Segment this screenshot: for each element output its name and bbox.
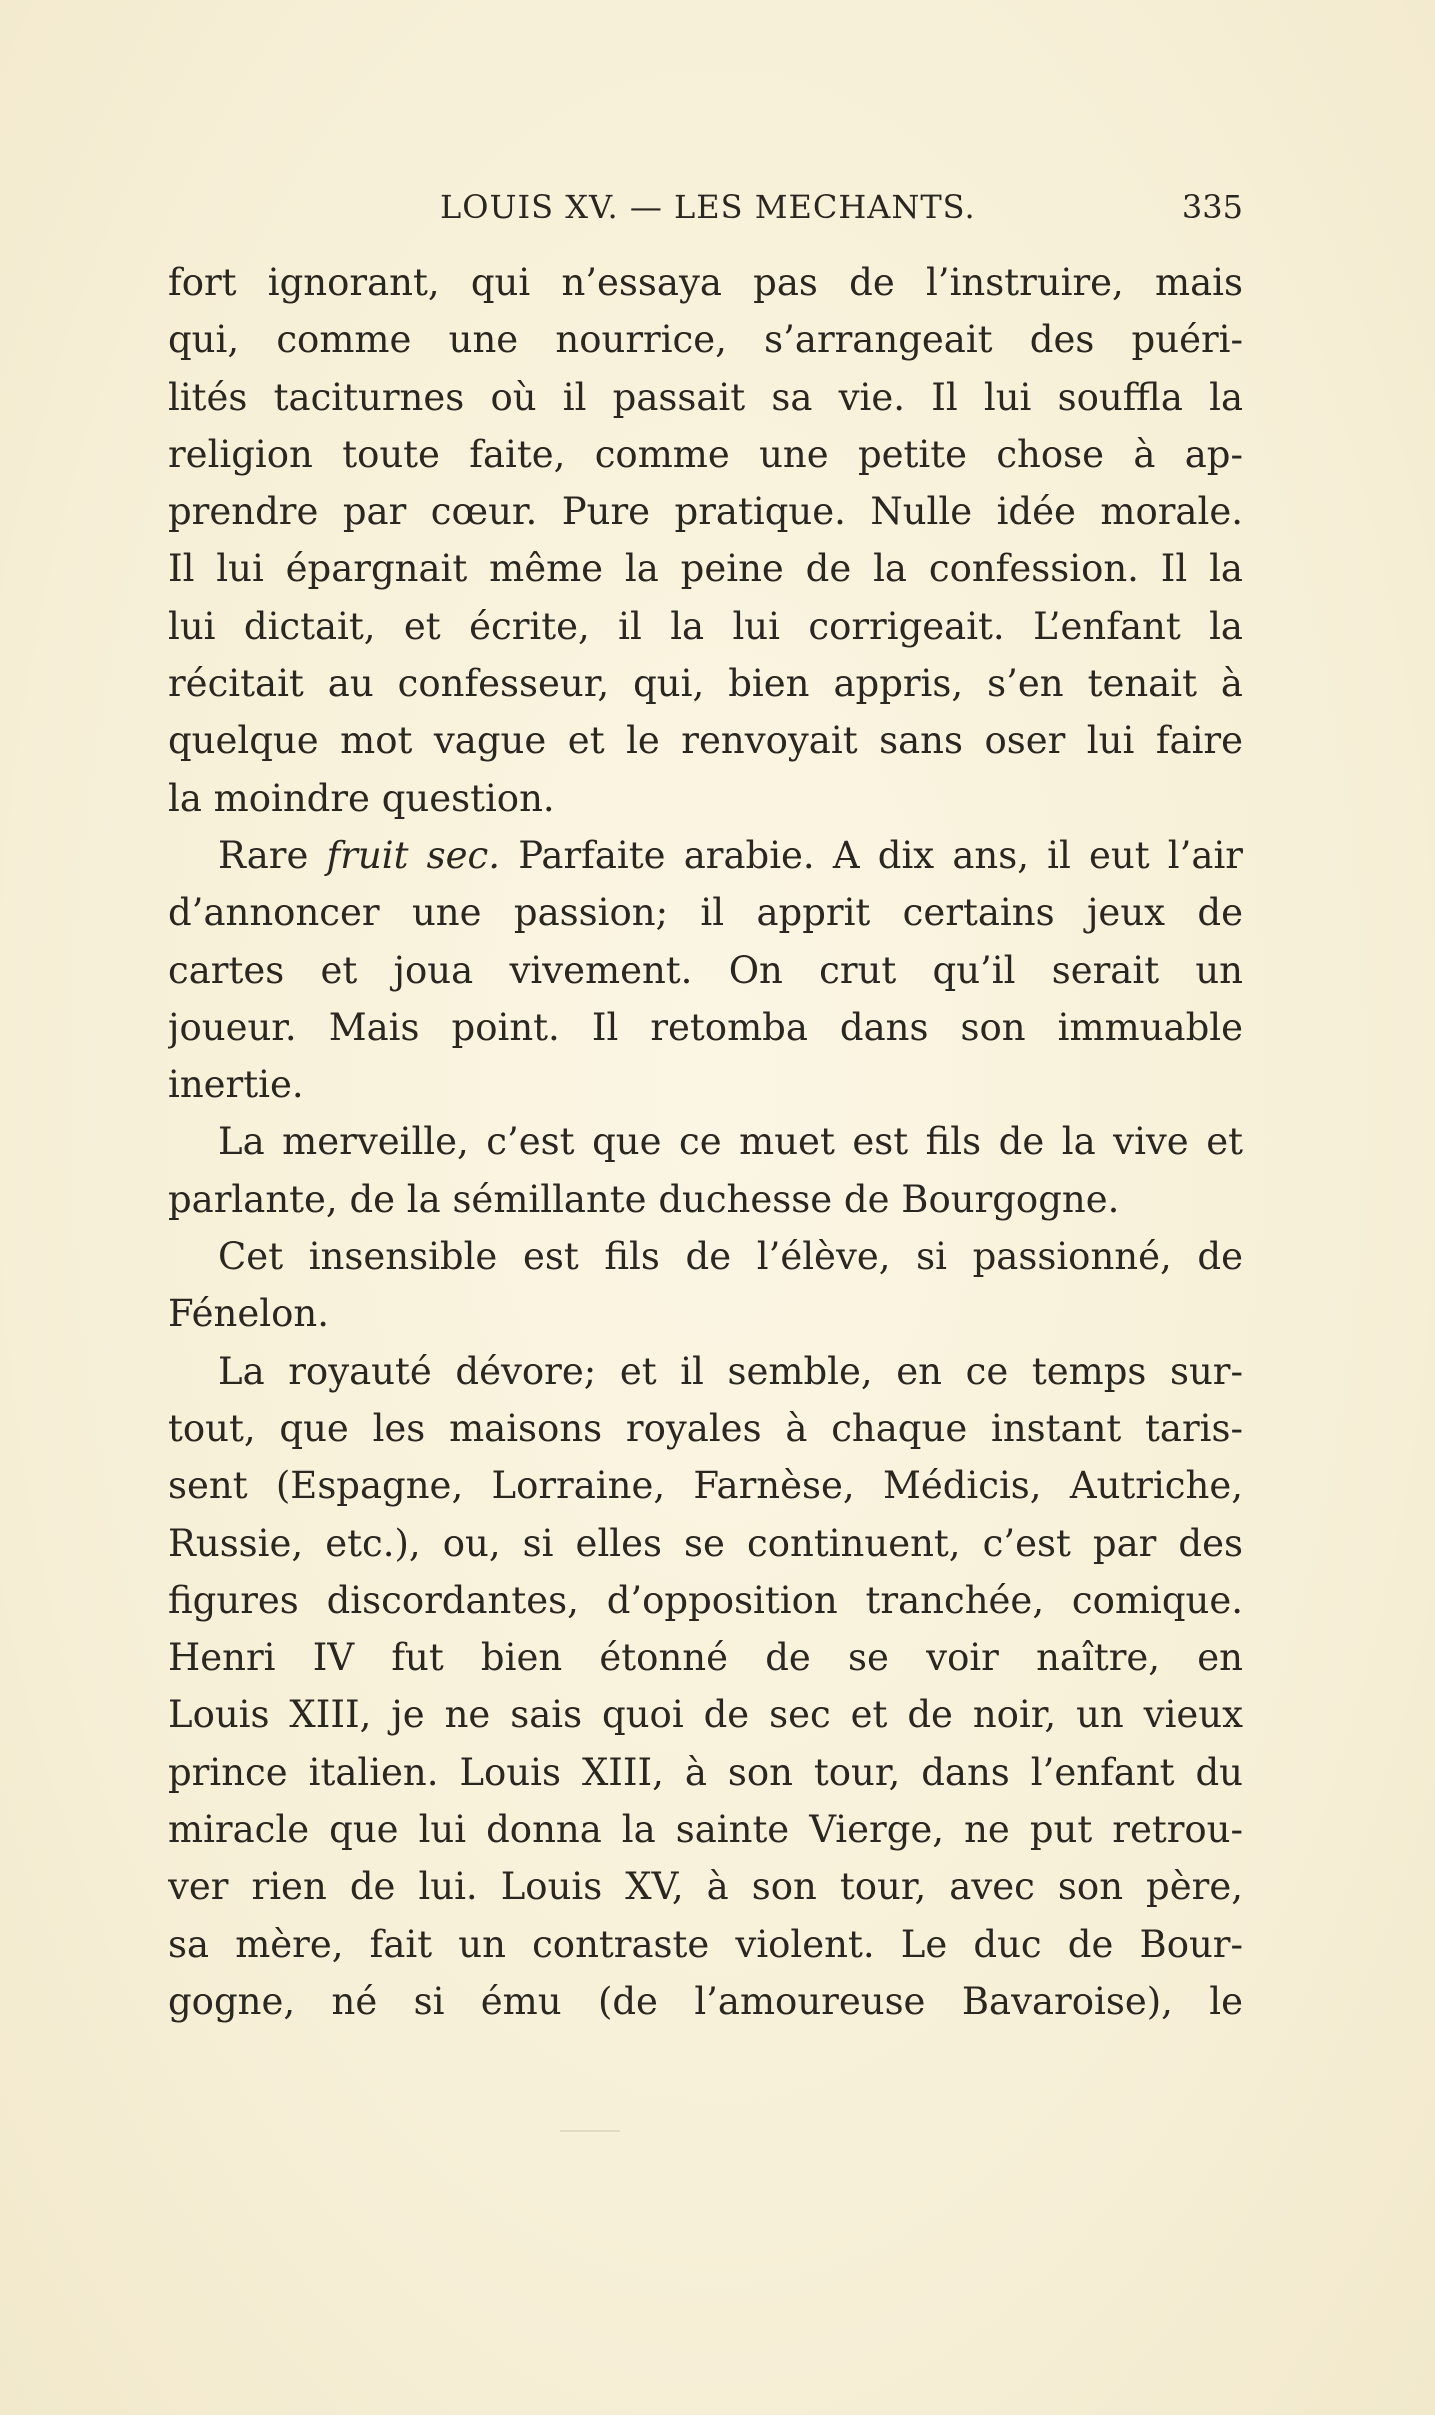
text-line: récitait au confesseur, qui, bien appris, s’en tenait à xyxy=(168,662,1243,706)
line-text: Parfaite arabie. A dix ans, il eut l’air xyxy=(500,833,1243,877)
text-line: fort ignorant, qui n’essaya pas de l’instruire, mais xyxy=(168,261,1243,304)
line-text: Rare xyxy=(218,833,327,877)
text-line: Cet insensible est fils de l’élève, si passionné, de xyxy=(218,1235,1243,1279)
text-line: lui dictait, et écrite, il la lui corrigeait. L’enfant la xyxy=(168,604,1243,648)
text-line: ver rien de lui. Louis XV, à son tour, avec son père, xyxy=(168,1865,1243,1909)
body-text xyxy=(168,254,1243,2030)
page-number: 335 xyxy=(1181,188,1243,226)
print-smudge xyxy=(560,2130,620,2132)
text-line: religion toute faite, comme une petite chose à ap- xyxy=(168,432,1243,476)
text-line: joueur. Mais point. Il retomba dans son immuable xyxy=(168,1005,1243,1049)
text-line: parlante, de la sémillante duchesse de Bourgogne. xyxy=(168,1177,1120,1221)
text-line: qui, comme une nourrice, s’arrangeait des puéri- xyxy=(168,318,1243,362)
text-line: d’annoncer une passion; il apprit certains jeux de xyxy=(168,891,1243,935)
text-line: Russie, etc.), ou, si elles se continuent, c’est par des xyxy=(168,1521,1243,1565)
text-line: figures discordantes, d’opposition tranchée, comique. xyxy=(168,1578,1243,1622)
text-line: prince italien. Louis XIII, à son tour, dans l’enfant du xyxy=(168,1750,1243,1794)
text-line: Il lui épargnait même la peine de la confession. Il la xyxy=(168,547,1243,591)
text-line: inertie. xyxy=(168,1063,304,1107)
italic-phrase: fruit sec. xyxy=(326,833,501,877)
text-line: sa mère, fait un contraste violent. Le duc de Bour- xyxy=(168,1922,1243,1966)
text-line: lités taciturnes où il passait sa vie. Il lui souffla la xyxy=(168,375,1243,419)
text-line: quelque mot vague et le renvoyait sans oser lui faire xyxy=(168,719,1243,763)
text-line: gogne, né si ému (de l’amoureuse Bavaroise), le xyxy=(168,1979,1243,2023)
text-line: Fénelon. xyxy=(168,1292,329,1336)
text-line xyxy=(168,827,1243,884)
text-line: la moindre question. xyxy=(168,776,555,820)
text-line: cartes et joua vivement. On crut qu’il serait un xyxy=(168,948,1243,992)
text-line: Henri IV fut bien étonné de se voir naître, en xyxy=(168,1636,1243,1680)
page-header xyxy=(168,182,1243,232)
text-line: miracle que lui donna la sainte Vierge, ne put retrou- xyxy=(168,1808,1243,1852)
running-title: LOUIS XV. — LES MECHANTS. xyxy=(440,188,976,226)
text-line: sent (Espagne, Lorraine, Farnèse, Médicis, Autriche, xyxy=(168,1464,1243,1508)
text-line: Louis XIII, je ne sais quoi de sec et de noir, un vieux xyxy=(168,1693,1243,1737)
text-line: prendre par cœur. Pure pratique. Nulle idée morale. xyxy=(168,490,1243,534)
text-line: tout, que les maisons royales à chaque instant taris- xyxy=(168,1406,1243,1450)
text-line: La royauté dévore; et il semble, en ce temps sur- xyxy=(218,1349,1243,1393)
text-line: La merveille, c’est que ce muet est fils de la vive et xyxy=(218,1120,1243,1164)
